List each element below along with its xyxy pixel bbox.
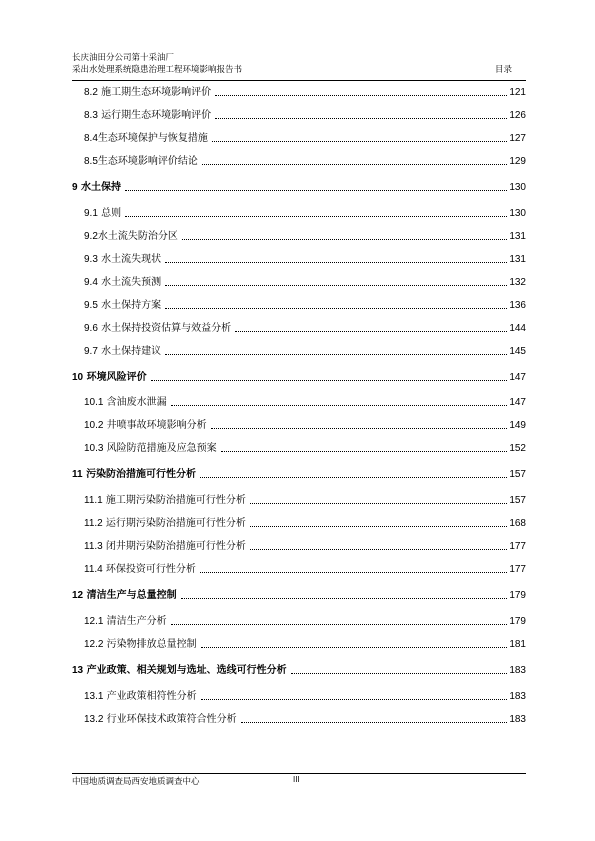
toc-entry-label bbox=[72, 589, 179, 603]
toc-section-entry[interactable] bbox=[72, 274, 526, 290]
toc-entry-label bbox=[84, 396, 169, 410]
toc-entry-number: 13.2 bbox=[84, 714, 104, 725]
toc-chapter-entry[interactable] bbox=[72, 369, 526, 385]
footer-organization: 中国地质调查局西安地质调查中心 bbox=[72, 777, 200, 787]
toc-entry-title: 水土流失防治分区 bbox=[97, 231, 178, 242]
toc-page-number: 130 bbox=[509, 208, 526, 219]
toc-entry-title: 污染物排放总量控制 bbox=[106, 639, 197, 650]
toc-entry-title: 运行期生态环境影响评价 bbox=[101, 110, 212, 121]
toc-entry-label bbox=[84, 713, 239, 727]
toc-page-number: 177 bbox=[509, 541, 526, 552]
toc-entry-label bbox=[84, 86, 213, 100]
toc-dot-leader bbox=[250, 549, 507, 550]
toc-page-number: 130 bbox=[509, 182, 526, 193]
toc-page-number: 132 bbox=[509, 277, 526, 288]
toc-entry-label bbox=[84, 207, 123, 221]
toc-page-number: 131 bbox=[509, 231, 526, 242]
toc-entry-number: 9.3 bbox=[84, 254, 98, 265]
toc-entry-title: 含油废水泄漏 bbox=[106, 397, 167, 408]
toc-section-entry[interactable] bbox=[72, 515, 526, 531]
toc-entry-title: 行业环保技术政策符合性分析 bbox=[106, 714, 237, 725]
toc-entry-number: 10.3 bbox=[84, 443, 104, 454]
toc-dot-leader bbox=[211, 428, 508, 429]
toc-section-entry[interactable] bbox=[72, 440, 526, 456]
toc-entry-title: 水土保持建议 bbox=[101, 346, 162, 357]
toc-entry-title: 环保投资可行性分析 bbox=[105, 564, 196, 575]
toc-entry-title: 运行期污染防治措施可行性分析 bbox=[105, 518, 246, 529]
toc-entry-title: 生态环境影响评价结论 bbox=[97, 156, 198, 167]
toc-page-number: 157 bbox=[509, 495, 526, 506]
toc-entry-title: 闭井期污染防治措施可行性分析 bbox=[105, 541, 246, 552]
header-report-title: 采出水处理系统隐患治理工程环境影响报告书 bbox=[72, 65, 243, 75]
toc-entry-title: 水土保持 bbox=[81, 182, 122, 193]
toc-page-number: 179 bbox=[509, 590, 526, 601]
toc-entry-number: 11.2 bbox=[84, 518, 103, 529]
toc-page-number: 181 bbox=[509, 639, 526, 650]
toc-dot-leader bbox=[182, 239, 507, 240]
toc-section-entry[interactable] bbox=[72, 107, 526, 123]
toc-entry-number: 10.2 bbox=[84, 420, 104, 431]
toc-page-number: 177 bbox=[509, 564, 526, 575]
toc-dot-leader bbox=[165, 285, 507, 286]
toc-page-number: 127 bbox=[509, 133, 526, 144]
toc-entry-title: 环境风险评价 bbox=[86, 372, 147, 383]
toc-entry-number: 8.5 bbox=[84, 156, 98, 167]
toc-section-entry[interactable] bbox=[72, 711, 526, 727]
toc-entry-label bbox=[84, 563, 198, 577]
toc-entry-number: 8.2 bbox=[84, 87, 98, 98]
toc-entry-number: 8.4 bbox=[84, 133, 98, 144]
toc-entry-label bbox=[84, 690, 199, 704]
toc-entry-label bbox=[84, 276, 163, 290]
toc-dot-leader bbox=[171, 405, 508, 406]
toc-entry-number: 11 bbox=[72, 469, 83, 480]
toc-page-number: 145 bbox=[509, 346, 526, 357]
toc-page-number: 152 bbox=[509, 443, 526, 454]
toc-entry-number: 12.1 bbox=[84, 616, 104, 627]
toc-entry-number: 9.4 bbox=[84, 277, 98, 288]
toc-chapter-entry[interactable] bbox=[72, 179, 526, 195]
toc-entry-title: 产业政策相符性分析 bbox=[106, 691, 197, 702]
toc-entry-title: 总则 bbox=[101, 208, 122, 219]
toc-dot-leader bbox=[250, 503, 507, 504]
toc-entry-title: 生态环境保护与恢复措施 bbox=[97, 133, 208, 144]
toc-chapter-entry[interactable] bbox=[72, 662, 526, 678]
toc-entry-number: 9.7 bbox=[84, 346, 98, 357]
toc-page-number: 121 bbox=[509, 87, 526, 98]
toc-entry-title: 水土保持方案 bbox=[101, 300, 162, 311]
toc-section-entry[interactable] bbox=[72, 343, 526, 359]
toc-entry-title: 施工期生态环境影响评价 bbox=[101, 87, 212, 98]
toc-dot-leader bbox=[201, 647, 508, 648]
toc-section-entry[interactable] bbox=[72, 320, 526, 336]
toc-entry-label bbox=[84, 253, 163, 267]
toc-entry-label bbox=[72, 664, 289, 678]
toc-page-number: 129 bbox=[509, 156, 526, 167]
toc-entry-title: 产业政策、相关规划与选址、选线可行性分析 bbox=[86, 665, 287, 676]
toc-page-number: 136 bbox=[509, 300, 526, 311]
toc-dot-leader bbox=[235, 331, 507, 332]
toc-section-entry[interactable] bbox=[72, 492, 526, 508]
toc-dot-leader bbox=[125, 216, 507, 217]
toc-page-number: 126 bbox=[509, 110, 526, 121]
toc-chapter-entry[interactable] bbox=[72, 466, 526, 482]
toc-page-number: 131 bbox=[509, 254, 526, 265]
toc-page-number: 168 bbox=[509, 518, 526, 529]
toc-page-number: 149 bbox=[509, 420, 526, 431]
toc-section-entry[interactable] bbox=[72, 84, 526, 100]
toc-entry-number: 12.2 bbox=[84, 639, 104, 650]
header-company: 长庆油田分公司第十采油厂 bbox=[72, 53, 175, 63]
toc-dot-leader bbox=[200, 477, 507, 478]
page-footer bbox=[72, 776, 526, 788]
toc-section-entry[interactable] bbox=[72, 561, 526, 577]
header-rule bbox=[72, 80, 526, 81]
toc-section-entry[interactable] bbox=[72, 130, 526, 146]
toc-section-entry[interactable] bbox=[72, 636, 526, 652]
toc-entry-number: 9.6 bbox=[84, 323, 98, 334]
toc-entry-number: 9.5 bbox=[84, 300, 98, 311]
toc-entry-title: 水土流失现状 bbox=[101, 254, 162, 265]
toc-section-entry[interactable] bbox=[72, 228, 526, 244]
footer-page-number: III bbox=[293, 775, 300, 784]
toc-section-entry[interactable] bbox=[72, 251, 526, 267]
toc-page-number: 183 bbox=[509, 714, 526, 725]
toc-section-entry[interactable] bbox=[72, 297, 526, 313]
toc-dot-leader bbox=[165, 308, 507, 309]
toc-dot-leader bbox=[165, 354, 507, 355]
toc-entry-label bbox=[84, 299, 163, 313]
toc-entry-label bbox=[72, 371, 149, 385]
toc-dot-leader bbox=[125, 190, 507, 191]
toc-dot-leader bbox=[165, 262, 507, 263]
toc-section-entry[interactable] bbox=[72, 153, 526, 169]
page-header bbox=[72, 52, 526, 76]
toc-entry-label bbox=[84, 540, 248, 554]
toc-entry-number: 10.1 bbox=[84, 397, 104, 408]
toc-entry-label bbox=[72, 468, 198, 482]
toc-page-number: 179 bbox=[509, 616, 526, 627]
toc-dot-leader bbox=[212, 141, 507, 142]
toc-entry-label bbox=[84, 322, 233, 336]
toc-page-number: 147 bbox=[509, 397, 526, 408]
toc-entry-number: 13 bbox=[72, 665, 84, 676]
toc-dot-leader bbox=[151, 380, 508, 381]
toc-entry-label bbox=[84, 517, 248, 531]
toc-entry-number: 12 bbox=[72, 590, 84, 601]
toc-chapter-entry[interactable] bbox=[72, 587, 526, 603]
toc-dot-leader bbox=[241, 722, 508, 723]
toc-entry-number: 10 bbox=[72, 372, 84, 383]
toc-page-number: 183 bbox=[509, 691, 526, 702]
toc-dot-leader bbox=[202, 164, 507, 165]
toc-entry-label bbox=[84, 638, 199, 652]
toc-page-number: 147 bbox=[509, 372, 526, 383]
toc-dot-leader bbox=[201, 699, 508, 700]
toc-entry-label bbox=[84, 419, 209, 433]
toc-section-entry[interactable] bbox=[72, 417, 526, 433]
toc-section-entry[interactable] bbox=[72, 688, 526, 704]
toc-entry-number: 11.4 bbox=[84, 564, 103, 575]
toc-dot-leader bbox=[291, 673, 508, 674]
toc-dot-leader bbox=[200, 572, 507, 573]
toc-section-entry[interactable] bbox=[72, 394, 526, 410]
toc-entry-label bbox=[84, 155, 200, 169]
toc-page-number: 157 bbox=[509, 469, 526, 480]
header-section-label: 目录 bbox=[494, 65, 512, 75]
toc-page-number: 144 bbox=[509, 323, 526, 334]
toc-entry-title: 施工期污染防治措施可行性分析 bbox=[105, 495, 246, 506]
toc-section-entry[interactable] bbox=[72, 538, 526, 554]
toc-dot-leader bbox=[221, 451, 508, 452]
toc-entry-label bbox=[72, 181, 123, 195]
toc-entry-label bbox=[84, 109, 213, 123]
toc-entry-number: 9.2 bbox=[84, 231, 98, 242]
toc-entry-label bbox=[84, 345, 163, 359]
toc-entry-label bbox=[84, 494, 248, 508]
toc-entry-label bbox=[84, 230, 180, 244]
toc-entry-title: 清洁生产分析 bbox=[106, 616, 167, 627]
toc-page-number: 183 bbox=[509, 665, 526, 676]
toc-entry-title: 水土流失预测 bbox=[101, 277, 162, 288]
toc-dot-leader bbox=[215, 118, 507, 119]
toc-dot-leader bbox=[171, 624, 508, 625]
toc-dot-leader bbox=[215, 95, 507, 96]
toc-entry-number: 11.3 bbox=[84, 541, 103, 552]
toc-entry-label bbox=[84, 442, 219, 456]
toc-dot-leader bbox=[181, 598, 508, 599]
toc-entry-label bbox=[84, 132, 210, 146]
toc-entry-title: 水土保持投资估算与效益分析 bbox=[101, 323, 232, 334]
toc-section-entry[interactable] bbox=[72, 205, 526, 221]
toc-dot-leader bbox=[250, 526, 507, 527]
toc-entry-title: 风险防范措施及应急预案 bbox=[106, 443, 217, 454]
toc-entry-title: 污染防治措施可行性分析 bbox=[86, 469, 197, 480]
toc-entry-number: 13.1 bbox=[84, 691, 104, 702]
toc-entry-title: 清洁生产与总量控制 bbox=[86, 590, 177, 601]
toc-entry-number: 8.3 bbox=[84, 110, 98, 121]
toc-section-entry[interactable] bbox=[72, 613, 526, 629]
toc-entry-title: 井喷事故环境影响分析 bbox=[106, 420, 207, 431]
toc-entry-number: 9 bbox=[72, 182, 78, 193]
toc-entry-number: 9.1 bbox=[84, 208, 98, 219]
toc-entry-label bbox=[84, 615, 169, 629]
toc-entry-number: 11.1 bbox=[84, 495, 103, 506]
